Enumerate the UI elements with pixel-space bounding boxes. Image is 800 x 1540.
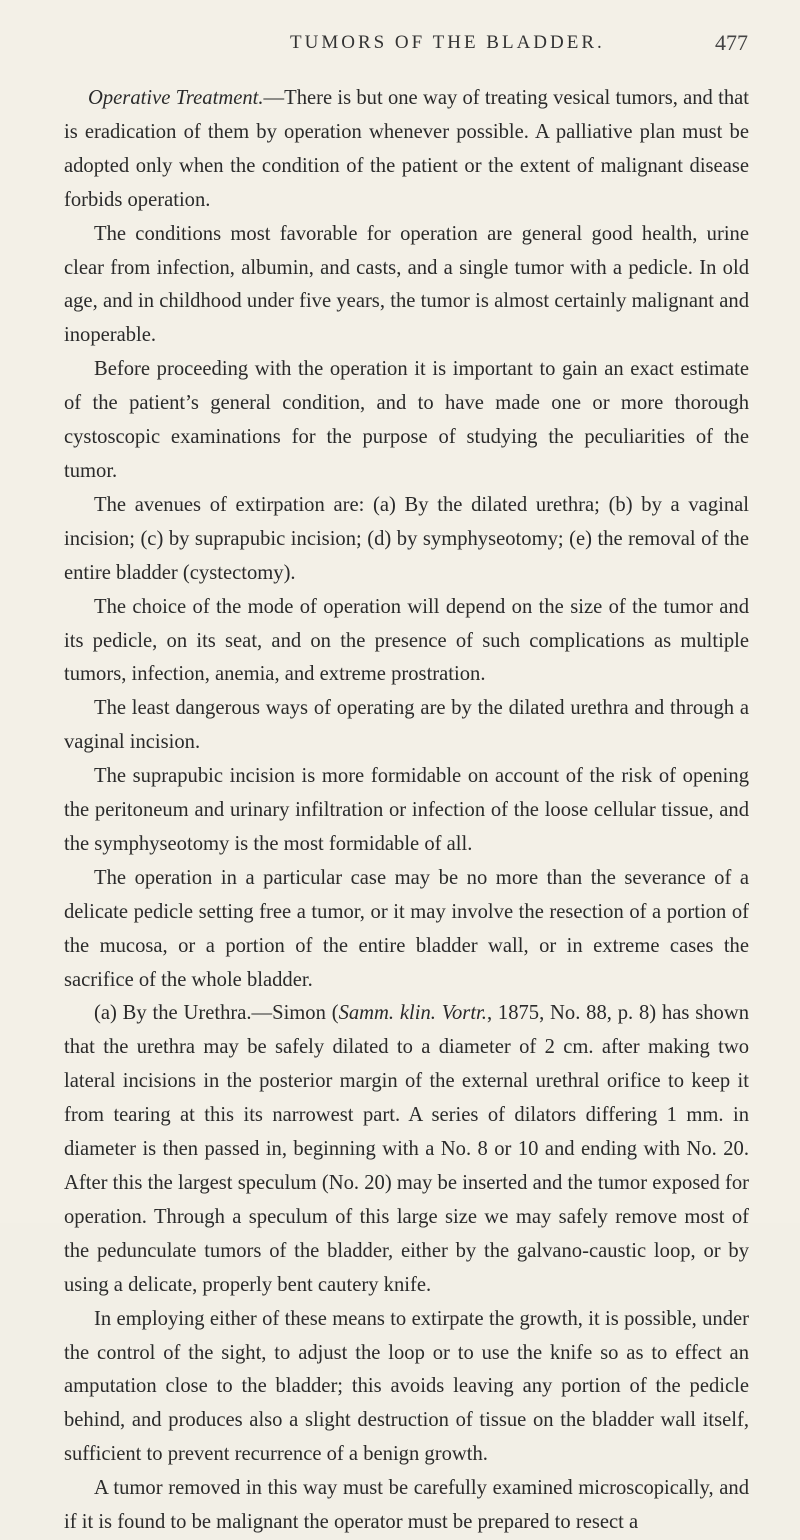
paragraph-conditions: The conditions most favorable for operation are general good health, urine clear from infection, albumin, and casts, and a single tumor with a pedicle. In old age, and in childhood under five years, the tumor is almost certainly malignant and inoperable. [64,222,749,347]
page-header [70,24,760,64]
paragraph-employing: In employing either of these means to extirpate the growth, it is possible, under the control of the sight, to adjust the loop or to use the knife so as to effect an amputation close to the bladder; this avoids leaving any portion of the pedicle behind, and produces also a slight destruction of tissue on the bladder wall itself, sufficient to prevent recurrence of a benign growth. [64,1307,749,1466]
paragraph-least-dangerous: The least dangerous ways of operating are by the dilated urethra and through a vaginal incision. [64,697,749,754]
page-number: 477 [715,30,748,55]
paragraph-before-proceeding: Before proceeding with the operation it is important to gain an exact estimate of the patient’s general condition, and to have made one or more thorough cystoscopic examinations for the purpose of studying the peculiarities of the tumor. [64,358,749,482]
paragraph-lead: (a) By the Urethra.—Simon ( [94,1002,339,1025]
citation: Samm. klin. Vortr. [338,1002,487,1025]
section-heading: Operative Treatment. [88,87,264,109]
paragraph-by-the-urethra [64,997,749,1302]
paragraph-particular-case: The operation in a particular case may be no more than the severance of a delicate pedicle setting free a tumor, or it may involve the resection of a portion of the mucosa, or a portion of the entire bladder wall, or in extreme cases the sacrifice of the whole bladder. [64,866,749,991]
paragraph-tumor-removed: A tumor removed in this way must be carefully examined microscopically, and if it is found to be malignant the operator must be prepared to resect a [64,1477,749,1534]
body-text [64,82,749,1540]
paragraph-operative-treatment [64,82,749,218]
running-title: TUMORS OF THE BLADDER. [290,32,605,53]
paragraph-suprapubic: The suprapubic incision is more formidable on account of the risk of opening the peritoneum and urinary infiltration or infection of the loose cellular tissue, and the symphyseotomy is the most formidable of all. [64,765,749,855]
paragraph-text: —There is but one way of treating vesical tumors, and that is eradication of them by operation whenever possible. A palliative plan must be adopted only when the condition of the patient or the extent of malignant disease forbids operation. [64,87,749,211]
paragraph-avenues: The avenues of extirpation are: (a) By the dilated urethra; (b) by a vaginal incision; (c) by suprapubic incision; (d) by symphyseotomy; (e) the removal of the entire bladder (cystectomy). [64,493,749,584]
paragraph-choice: The choice of the mode of operation will depend on the size of the tumor and its pedicle, on its seat, and on the presence of such complications as multiple tumors, infection, anemia, and extreme prostration. [64,595,749,686]
paragraph-text: , 1875, No. 88, p. 8) has shown that the urethra may be safely dilated to a diameter of 2 cm. after making two lateral incisions in the posterior margin of the external urethral orifice to keep it from tearing at this its narrowest part. A series of dilators differing 1 mm. in diameter is then passed in, beginning with a No. 8 or 10 and ending with No. 20. After this the largest speculum (No. 20) may be inserted and the tumor exposed for operation. Through a speculum of this large size we may safely remove most of the pedunculate tumors of the bladder, either by the galvano-caustic loop, or by using a delicate, properly bent cautery knife. [64,1002,749,1296]
